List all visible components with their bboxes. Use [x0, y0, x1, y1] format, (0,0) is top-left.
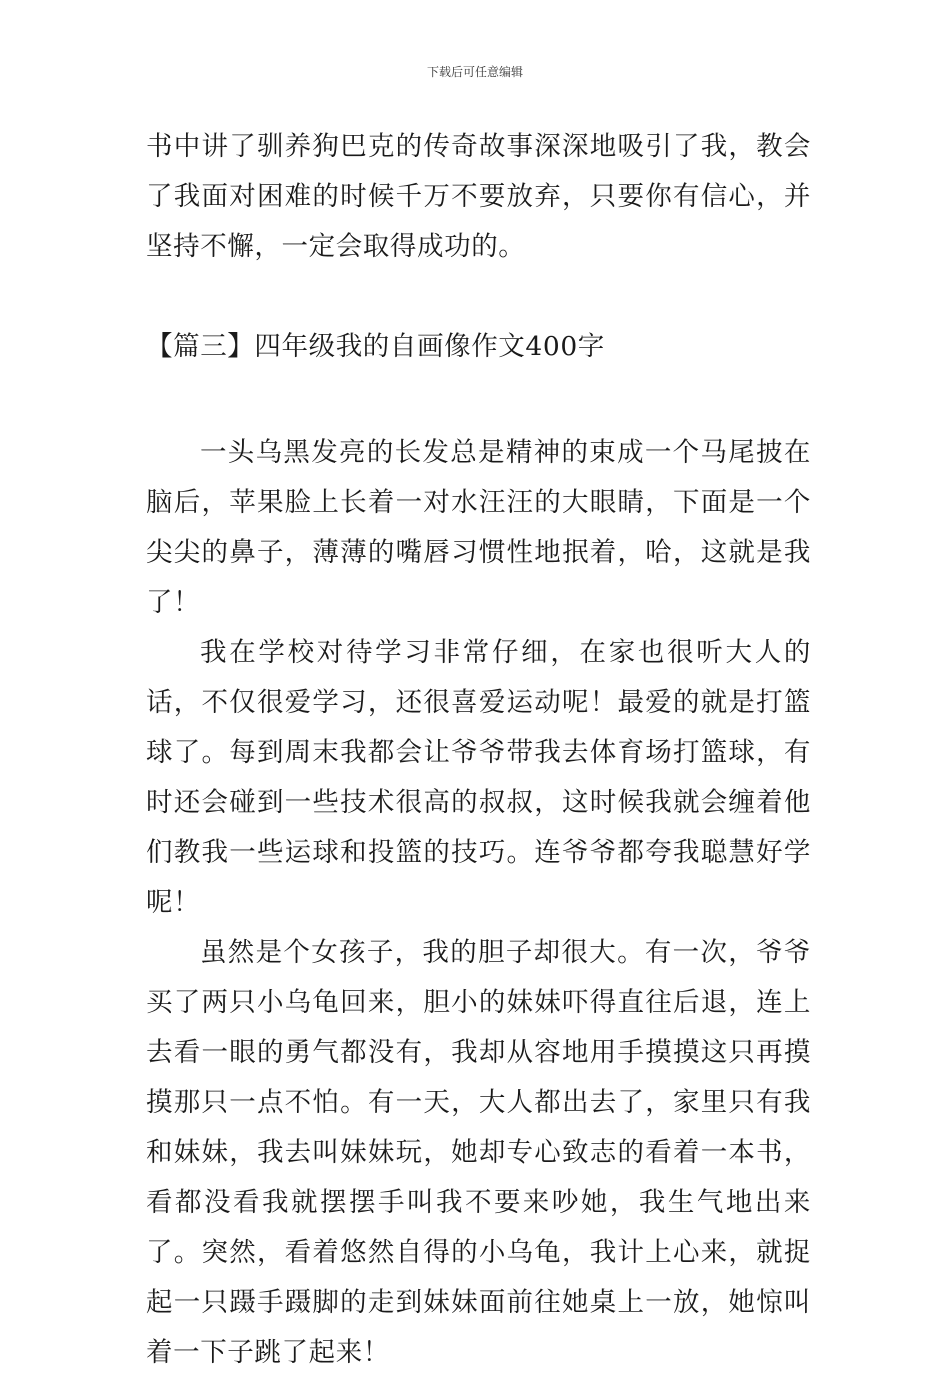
paragraph-appearance: 一头乌黑发亮的长发总是精神的束成一个马尾披在脑后，苹果脸上长着一对水汪汪的大眼睛，下面是一个尖尖的鼻子，薄薄的嘴唇习惯性地抿着，哈，这就是我了！	[146, 437, 811, 618]
page-header-note: 下载后可任意编辑	[426, 65, 523, 79]
section-heading: 【篇三】四年级我的自画像作文400字	[146, 331, 605, 362]
paragraph-study: 我在学校对待学习非常仔细，在家也很听大人的话，不仅很爱学习，还很喜爱运动呢！最爱的就是打篮球了。每到周末我都会让爷爷带我去体育场打篮球，有时还会碰到一些技术很高的叔叔，这时候我就会缠着他们教我一些运球和投篮的技巧。连爷爷都夸我聪慧好学呢！	[146, 637, 811, 918]
paragraph-intro: 书中讲了驯养狗巴克的传奇故事深深地吸引了我，教会了我面对困难的时候千万不要放弃，只要你有信心，并坚持不懈，一定会取得成功的。	[146, 131, 811, 262]
paragraph-spacer	[146, 372, 811, 428]
paragraph-spacer	[146, 272, 811, 322]
document-body	[146, 122, 811, 1378]
paragraph-brave: 虽然是个女孩子，我的胆子却很大。有一次，爷爷买了两只小乌龟回来，胆小的妹妹吓得直往后退，连上去看一眼的勇气都没有，我却从容地用手摸摸这只再摸摸那只一点不怕。有一天，大人都出去了，家里只有我和妹妹，我去叫妹妹玩，她却专心致志的看着一本书，看都没看我就摆摆手叫我不要来吵她，我生气地出来了。突然，看着悠然自得的小乌龟，我计上心来，就捉起一只蹑手蹑脚的走到妹妹面前往她桌上一放，她惊叫着一下子跳了起来！	[146, 937, 811, 1368]
